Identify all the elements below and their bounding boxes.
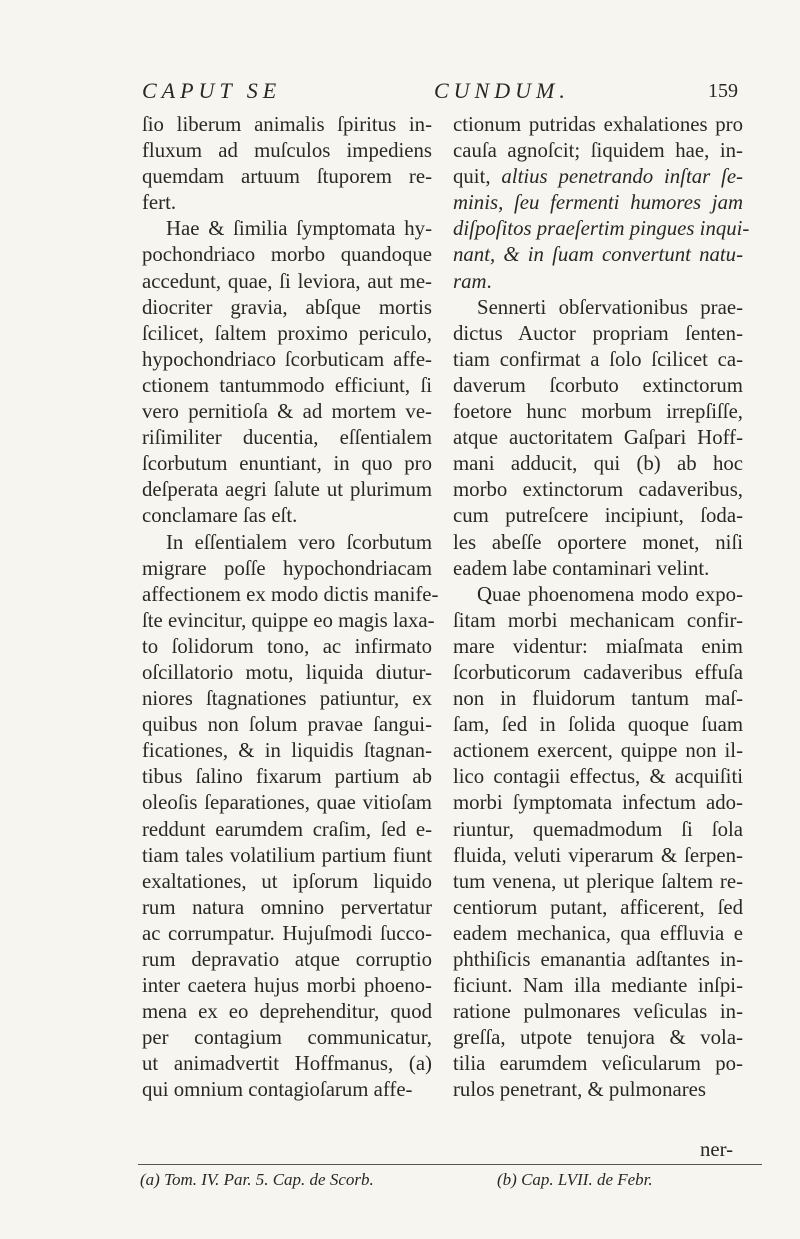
text-line: Sennerti obſervationibus prae- — [477, 295, 743, 319]
text-line — [453, 242, 743, 268]
text-line: dictus Auctor propriam ſenten- — [453, 321, 743, 345]
text-line: rum natura omnino pervertatur — [142, 895, 432, 919]
text-line: cum putreſcere incipiunt, ſoda- — [453, 504, 743, 528]
text-line: mena ex eo deprehenditur, quod — [142, 1000, 432, 1024]
text-line: inter caetera hujus morbi phoeno- — [142, 974, 432, 998]
text-line: affectionem ex modo dictis manife- — [142, 582, 439, 606]
text-line: ſcorbuticorum cadaveribus effuſa — [453, 660, 743, 684]
text-line: les abeſſe oportere monet, niſi — [453, 530, 743, 554]
text-line: deſperata aegri ſalute ut plurimum — [142, 478, 432, 502]
text-line: ſio liberum animalis ſpiritus in- — [142, 113, 432, 136]
text-line: ſam, ſed in ſolida quoque ſuam — [453, 713, 743, 737]
text-line: eadem mechanica, qua effluvia e — [453, 921, 743, 945]
text-line: Hae & ſimilia ſymptomata hy- — [166, 217, 432, 241]
text-line: tiam tales volatilium partium fiunt — [142, 843, 432, 867]
text-line: ut animadvertit Hoffmanus, (a) — [142, 1052, 432, 1076]
text-line: ram. — [453, 269, 492, 293]
text-line: morbi ſymptomata infectum ado- — [453, 791, 743, 815]
text-line: riſimiliter ducentia, eſſentialem — [142, 426, 432, 450]
running-head-left: CAPUT SE — [142, 78, 282, 103]
text-line: riuntur, quemadmodum ſi ſola — [453, 817, 743, 841]
text-line: tilia earumdem veſicularum po- — [453, 1052, 743, 1076]
catchword: ner- — [700, 1138, 734, 1161]
text-line: cauſa agnoſcit; ſiquidem hae, in- — [453, 139, 743, 163]
right-column — [453, 112, 750, 1104]
text-line: ſte evincitur, quippe eo magis laxa- — [142, 608, 435, 632]
text-line: ctionem tantummodo efficiunt, ſi — [142, 373, 432, 397]
text-line: rum depravatio atque corruptio — [142, 948, 432, 971]
text-line: lico contagii effectus, & acquiſiti — [453, 765, 743, 789]
text-line: centiorum putant, afficerent, ſed — [453, 895, 743, 919]
italic-quote: altius penetrando inſtar ſe- — [501, 165, 743, 189]
text-line: foetore hunc morbum irrepſiſſe, — [453, 400, 743, 424]
text-line: ratione pulmonares veſiculas in- — [453, 1000, 743, 1024]
text-line: tum venena, ut plerique ſaltem re- — [453, 869, 743, 893]
text-line: fluxum ad muſculos impediens — [142, 139, 432, 163]
text-line: tiam confirmat a ſolo ſcilicet ca- — [453, 347, 743, 371]
text-line: oſcillatorio motu, liquida diutur- — [142, 660, 432, 684]
text-line: hypochondriaco ſcorbuticam affe- — [142, 347, 432, 371]
text-line: In eſſentialem vero ſcorbutum — [166, 530, 432, 554]
text-line: vero pernitioſa & ad mortem ve- — [142, 400, 432, 424]
text-line: pochondriaco morbo quandoque — [142, 243, 432, 267]
text-line: accedunt, quae, ſi leviora, aut me- — [142, 269, 432, 293]
text-line: qui omnium contagioſarum affe- — [142, 1078, 413, 1102]
italic-quote: nant, & in ſuam convertunt natu- — [453, 243, 743, 267]
footnote-rule — [138, 1164, 762, 1165]
text-line: greſſa, utpote tenujora & vola- — [453, 1026, 743, 1050]
text-line: quibus non ſolum pravae ſangui- — [142, 713, 432, 737]
text-line: atque auctoritatem Gaſpari Hoff- — [453, 426, 743, 450]
text-line: migrare poſſe hypochondriacam — [142, 556, 432, 580]
footnotes — [140, 1170, 760, 1196]
text-line — [453, 216, 750, 242]
text-line: tibus ſalino fixarum partium ab — [142, 765, 432, 789]
text-line: non in fluidorum tantum maſ- — [453, 687, 743, 711]
text-line: rulos penetrant, & pulmonares — [453, 1078, 706, 1102]
running-head-right: CUNDUM. — [434, 78, 570, 103]
text-line: quit, altius penetrando inſtar ſe- — [453, 165, 743, 189]
text-line: phthiſicis emanantia adſtantes in- — [453, 948, 743, 971]
text-line: Quae phoenomena modo expo- — [477, 582, 743, 606]
text-line: to ſolidorum tono, ac infirmato — [142, 634, 432, 658]
text-line: morbo extinctorum cadaveribus, — [453, 478, 743, 502]
left-column — [142, 112, 439, 1104]
text-line: fluida, veluti viperarum & ſerpen- — [453, 843, 743, 867]
text-line: conclamare ſas eſt. — [142, 504, 298, 528]
text-line: diocriter gravia, abſque mortis — [142, 295, 432, 319]
text-line: exaltationes, ut ipſorum liquido — [142, 869, 432, 893]
text-line: oleoſis ſeparationes, quae vitioſam — [142, 791, 432, 815]
text-line: ſcilicet, ſaltem proximo periculo, — [142, 321, 432, 345]
text-line: fert. — [142, 191, 177, 215]
footnote-a: (a) Tom. IV. Par. 5. Cap. de Scorb. — [140, 1170, 374, 1189]
text-line: ſitam morbi mechanicam confir- — [453, 608, 743, 632]
italic-quote: ram — [453, 269, 487, 293]
text-line: ficiunt. Nam illa mediante inſpi- — [453, 974, 743, 998]
running-head — [142, 78, 742, 108]
italic-quote: diſpoſitos praeſertim pingues inqui- — [453, 217, 750, 241]
text-line: daverum ſcorbuto extinctorum — [453, 373, 743, 397]
text-line — [453, 190, 743, 216]
italic-quote: minis, ſeu fermenti humores jam — [453, 191, 743, 215]
text-line: reddunt earumdem craſim, ſed e- — [142, 817, 432, 841]
text-line: mani adducit, qui (b) ab hoc — [453, 452, 743, 476]
footnote-b: (b) Cap. LVII. de Febr. — [497, 1170, 653, 1189]
text-line: eadem labe contaminari velint. — [453, 556, 710, 580]
text-line: actionem exercent, quippe non il- — [453, 739, 743, 763]
text-line: quemdam artuum ſtuporem re- — [142, 165, 432, 189]
page-number: 159 — [708, 80, 738, 102]
text-line: ac corrumpatur. Hujuſmodi ſucco- — [142, 921, 432, 945]
text-line: niores ſtagnationes patiuntur, ex — [142, 687, 432, 711]
text-line: ſcorbutum enuntiant, in quo pro — [142, 452, 432, 476]
text-line: per contagium communicatur, — [142, 1026, 432, 1050]
text-line: mare videntur: miaſmata enim — [453, 634, 743, 658]
text-line: ctionum putridas exhalationes pro — [453, 113, 743, 136]
text-line: ficationes, & in liquidis ſtagnan- — [142, 739, 432, 763]
